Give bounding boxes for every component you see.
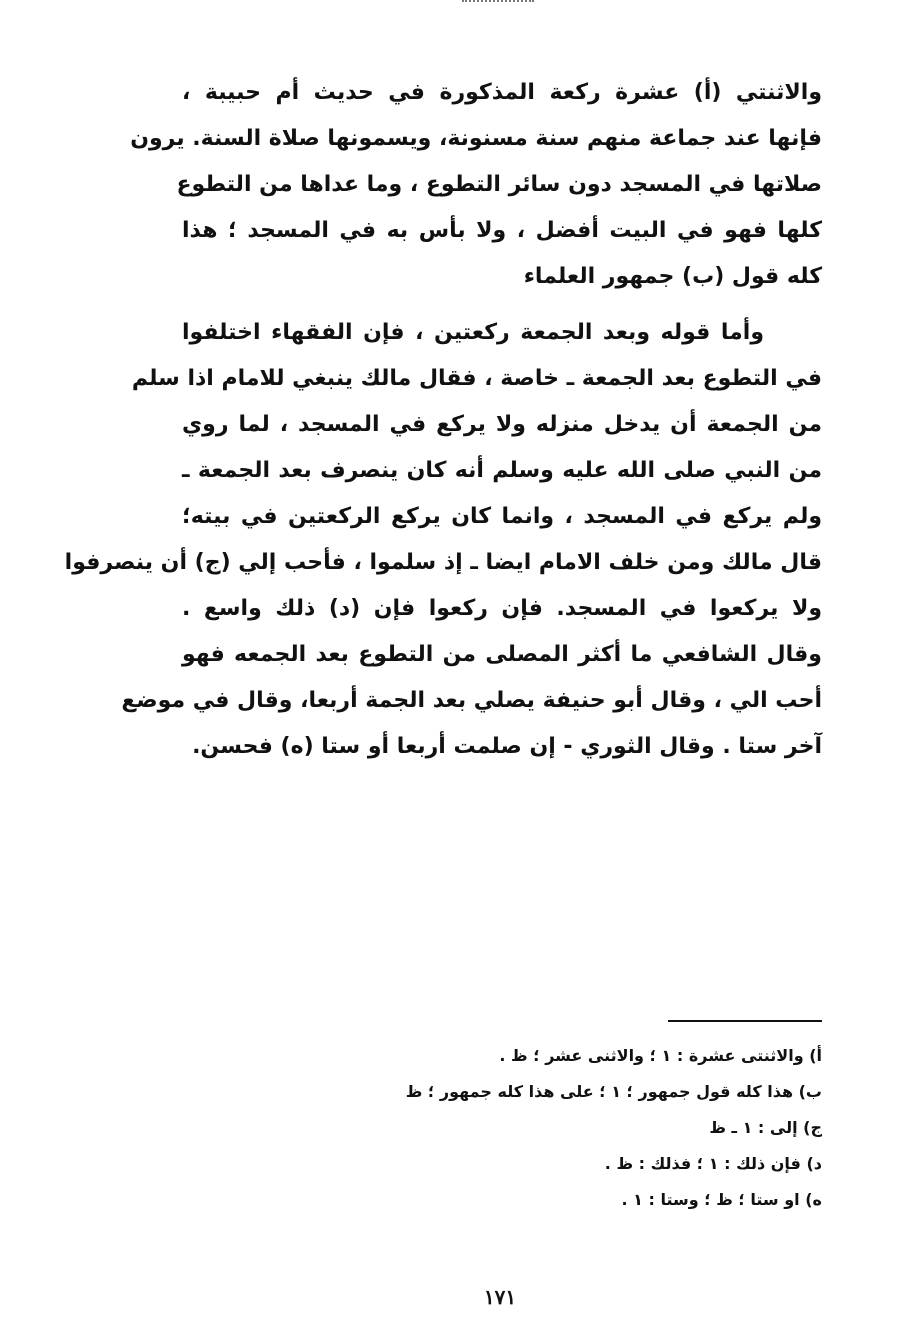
- text-line: صلاتها في المسجد دون سائر التطوع ، وما عداها من التطوع: [176, 172, 822, 197]
- footnote-item: ه) او ستا ؛ ظ ؛ وستا : ١ .: [621, 1190, 822, 1209]
- footnote-item: أ) والاثنتى عشرة : ١ ؛ والاثنى عشر ؛ ظ .: [499, 1046, 822, 1065]
- footnote-item: ب) هذا كله قول جمهور ؛ ١ ؛ على هذا كله جمهور ؛ ظ: [405, 1082, 822, 1101]
- text-line: كلها فهو في البيت أفضل ، ولا بأس به في المسجد ؛ هذا: [182, 218, 822, 243]
- page-number: ١٧١: [483, 1285, 517, 1309]
- text-line: والاثنتي (أ) عشرة ركعة المذكورة في حديث أم حبيبة ،: [182, 80, 822, 105]
- text-line: آخر ستا . وقال الثوري - إن صلمت أربعا أو ستا (ه) فحسن.: [192, 734, 822, 759]
- footnote-item: ج) إلى : ١ ـ ظ: [709, 1118, 822, 1137]
- footnote-divider: [668, 1020, 822, 1022]
- text-line: قال مالك ومن خلف الامام ايضا ـ إذ سلموا ، فأحب إلي (ج) أن ينصرفوا: [64, 550, 822, 575]
- paragraph-1: [130, 70, 822, 300]
- text-line: كله قول (ب) جمهور العلماء: [523, 264, 822, 289]
- top-edge-mark: [462, 0, 534, 5]
- text-line: في التطوع بعد الجمعة ـ خاصة ، فقال مالك ينبغي للامام اذا سلم: [131, 366, 822, 391]
- footnotes: [290, 1038, 822, 1218]
- text-line: من النبي صلى الله عليه وسلم أنه كان ينصرف بعد الجمعة ـ: [182, 458, 822, 483]
- paragraph-2: [64, 310, 822, 770]
- text-line: فإنها عند جماعة منهم سنة مسنونة، ويسمونها صلاة السنة. يرون: [130, 126, 822, 151]
- text-line: وأما قوله وبعد الجمعة ركعتين ، فإن الفقهاء اختلفوا: [182, 320, 764, 345]
- footnote-item: د) فإن ذلك : ١ ؛ فذلك : ظ .: [604, 1154, 822, 1173]
- text-line: وقال الشافعي ما أكثر المصلى من التطوع بعد الجمعه فهو: [182, 642, 822, 667]
- text-line: ولا يركعوا في المسجد. فإن ركعوا فإن (د) ذلك واسع .: [182, 596, 822, 621]
- text-line: أحب الي ، وقال أبو حنيفة يصلي بعد الجمة أربعا، وقال في موضع: [121, 688, 822, 713]
- text-line: من الجمعة أن يدخل منزله ولا يركع في المسجد ، لما روي: [182, 412, 822, 437]
- text-line: ولم يركع في المسجد ، وانما كان يركع الركعتين في بيته؛: [182, 504, 822, 529]
